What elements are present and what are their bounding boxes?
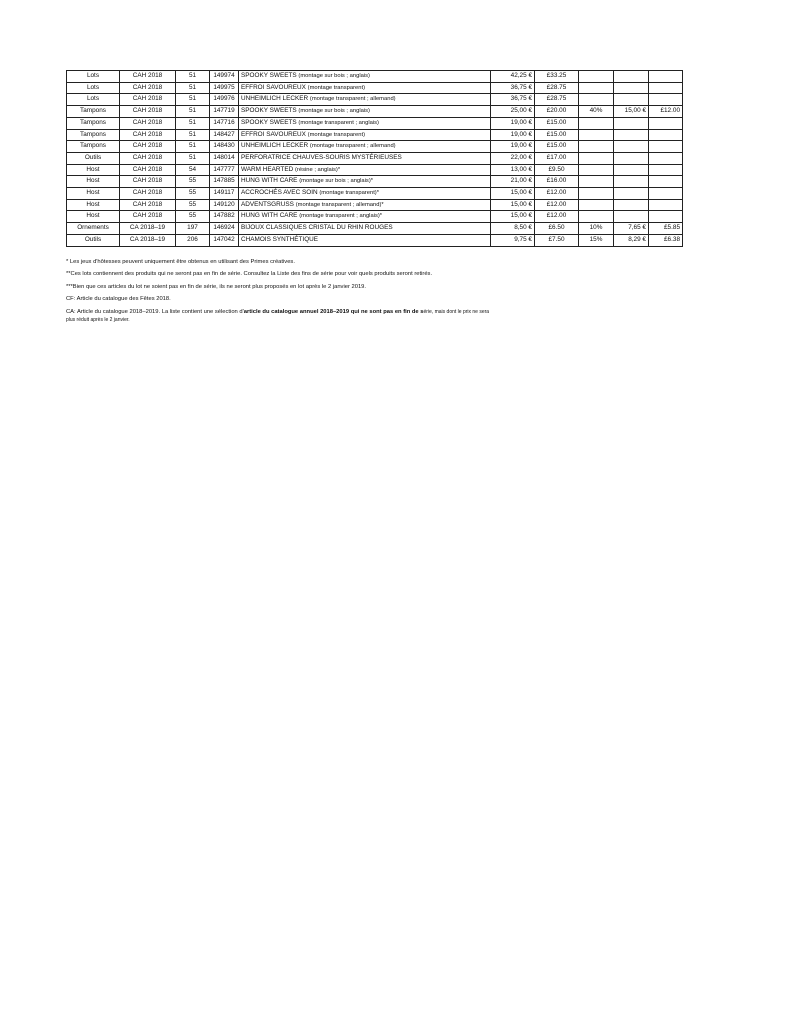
cell-new-price-gbp: £6.38	[649, 234, 683, 246]
cell-catalog: CAH 2018	[120, 164, 176, 176]
cell-new-price-eur	[614, 117, 649, 129]
cell-item-number: 147042	[210, 234, 239, 246]
cell-page: 51	[176, 94, 210, 106]
cell-product-name	[239, 211, 491, 223]
cell-new-price-gbp	[649, 176, 683, 188]
cell-price-eur: 19,00 €	[491, 129, 535, 141]
cell-new-price-gbp: £5.85	[649, 223, 683, 235]
cell-product-name	[239, 71, 491, 83]
cell-discount	[579, 176, 614, 188]
cell-item-number: 147882	[210, 211, 239, 223]
cell-price-gbp: £15.00	[535, 117, 579, 129]
cell-price-eur: 36,75 €	[491, 82, 535, 94]
cell-page: 51	[176, 117, 210, 129]
cell-discount	[579, 188, 614, 200]
cell-item-number: 147716	[210, 117, 239, 129]
cell-discount: 10%	[579, 223, 614, 235]
cell-product-name	[239, 82, 491, 94]
product-name: ADVENTSGRUSS	[241, 200, 294, 208]
table-row	[67, 199, 683, 211]
cell-new-price-eur	[614, 141, 649, 153]
cell-item-number: 149120	[210, 199, 239, 211]
cell-price-eur: 42,25 €	[491, 71, 535, 83]
cell-catalog: CAH 2018	[120, 152, 176, 164]
cell-product-name	[239, 188, 491, 200]
cell-item-number: 148014	[210, 152, 239, 164]
cell-catalog: CAH 2018	[120, 176, 176, 188]
product-detail: (montage transparent ; anglais)*	[299, 213, 383, 220]
product-detail: (montage transparent ; allemand)	[309, 143, 396, 150]
cell-category: Outils	[67, 152, 120, 164]
cell-category: Host	[67, 211, 120, 223]
footnote-ca-tail: érie, mais dont le prix ne sera	[423, 308, 490, 315]
cell-page: 51	[176, 152, 210, 164]
cell-category: Lots	[67, 94, 120, 106]
product-detail: (montage transparent)	[307, 84, 366, 91]
cell-product-name	[239, 223, 491, 235]
product-name: EFFROI SAVOUREUX	[241, 83, 306, 91]
cell-new-price-gbp	[649, 71, 683, 83]
cell-catalog: CAH 2018	[120, 71, 176, 83]
cell-category: Ornements	[67, 223, 120, 235]
cell-price-gbp: £9.50	[535, 164, 579, 176]
cell-discount: 15%	[579, 234, 614, 246]
cell-new-price-eur	[614, 188, 649, 200]
cell-catalog: CAH 2018	[120, 106, 176, 118]
table-row	[67, 176, 683, 188]
cell-new-price-eur	[614, 211, 649, 223]
cell-price-gbp: £6.50	[535, 223, 579, 235]
products-table	[66, 70, 683, 247]
footnote-1: * Les jeux d'hôtesses peuvent uniquement être obtenus en utilisant des Primes créatives.	[66, 259, 295, 265]
product-detail: (montage sur bois ; anglais)	[298, 108, 370, 115]
table-row	[67, 141, 683, 153]
cell-category: Host	[67, 176, 120, 188]
cell-product-name	[239, 176, 491, 188]
cell-new-price-gbp	[649, 94, 683, 106]
cell-category: Lots	[67, 71, 120, 83]
footnote-ca-line2: plus réduit après le 2 janvier.	[66, 316, 130, 323]
cell-new-price-eur: 7,65 €	[614, 223, 649, 235]
footnote-ca-emphasis: article du catalogue annuel 2018–2019 qui ne sont pas en fin de s	[243, 308, 424, 315]
table-row	[67, 164, 683, 176]
cell-price-eur: 25,00 €	[491, 106, 535, 118]
cell-catalog: CAH 2018	[120, 199, 176, 211]
product-name: PERFORATRICE CHAUVES-SOURIS MYSTÉRIEUSES	[241, 153, 402, 161]
cell-discount	[579, 211, 614, 223]
footnote-ca	[66, 308, 536, 324]
product-detail: (montage transparent ; anglais)	[298, 119, 379, 126]
cell-category: Tampons	[67, 106, 120, 118]
cell-discount	[579, 129, 614, 141]
cell-category: Outils	[67, 234, 120, 246]
cell-price-eur: 8,50 €	[491, 223, 535, 235]
cell-product-name	[239, 234, 491, 246]
table-row	[67, 223, 683, 235]
product-name: UNHEIMLICH LECKER	[241, 142, 309, 150]
table-row	[67, 188, 683, 200]
footnote-ca-text: CA: Article du catalogue 2018–2019. La liste contient une sélection d'	[66, 308, 244, 315]
cell-product-name	[239, 199, 491, 211]
cell-product-name	[239, 94, 491, 106]
cell-page: 55	[176, 176, 210, 188]
cell-item-number: 146924	[210, 223, 239, 235]
cell-price-gbp: £28.75	[535, 94, 579, 106]
cell-category: Tampons	[67, 129, 120, 141]
cell-price-gbp: £15.00	[535, 129, 579, 141]
cell-item-number: 149976	[210, 94, 239, 106]
cell-new-price-gbp	[649, 211, 683, 223]
cell-item-number: 147719	[210, 106, 239, 118]
cell-new-price-gbp	[649, 82, 683, 94]
cell-discount	[579, 94, 614, 106]
cell-product-name	[239, 117, 491, 129]
cell-page: 51	[176, 129, 210, 141]
cell-product-name	[239, 164, 491, 176]
cell-item-number: 149975	[210, 82, 239, 94]
cell-new-price-eur	[614, 94, 649, 106]
cell-price-gbp: £16.00	[535, 176, 579, 188]
cell-discount	[579, 117, 614, 129]
cell-product-name	[239, 152, 491, 164]
cell-page: 55	[176, 199, 210, 211]
cell-category: Host	[67, 164, 120, 176]
cell-price-gbp: £12.00	[535, 211, 579, 223]
cell-catalog: CAH 2018	[120, 129, 176, 141]
cell-price-gbp: £12.00	[535, 188, 579, 200]
cell-product-name	[239, 129, 491, 141]
cell-price-eur: 36,75 €	[491, 94, 535, 106]
cell-price-eur: 15,00 €	[491, 188, 535, 200]
product-name: SPOOKY SWEETS	[241, 72, 297, 79]
cell-new-price-eur	[614, 199, 649, 211]
cell-new-price-gbp	[649, 141, 683, 153]
product-detail: (montage sur bois ; anglais)*	[299, 178, 374, 185]
cell-category: Tampons	[67, 141, 120, 153]
cell-price-eur: 21,00 €	[491, 176, 535, 188]
cell-page: 55	[176, 188, 210, 200]
product-name: HUNG WITH CARE	[241, 177, 298, 185]
cell-product-name	[239, 106, 491, 118]
cell-catalog: CAH 2018	[120, 82, 176, 94]
footnote-2: **Ces lots contiennent des produits qui ne seront pas en fin de série. Consultez la Liste des fins de série pour voir quels produits seront retirés.	[66, 271, 433, 278]
cell-new-price-gbp	[649, 117, 683, 129]
cell-price-gbp: £28.75	[535, 82, 579, 94]
cell-discount	[579, 82, 614, 94]
table-row	[67, 71, 683, 83]
cell-price-eur: 15,00 €	[491, 211, 535, 223]
cell-category: Host	[67, 188, 120, 200]
product-detail: (montage sur bois ; anglais)	[298, 73, 370, 79]
product-detail: (montage transparent ; allemand)	[309, 96, 396, 103]
cell-price-eur: 13,00 €	[491, 164, 535, 176]
cell-page: 197	[176, 223, 210, 235]
product-detail: (montage transparent)	[307, 131, 366, 138]
cell-price-eur: 19,00 €	[491, 141, 535, 153]
product-name: SPOOKY SWEETS	[241, 118, 297, 126]
cell-new-price-eur	[614, 129, 649, 141]
product-name: BIJOUX CLASSIQUES CRISTAL DU RHIN ROUGES	[241, 224, 393, 232]
cell-new-price-eur: 15,00 €	[614, 106, 649, 118]
cell-category: Host	[67, 199, 120, 211]
product-name: UNHEIMLICH LECKER	[241, 95, 309, 103]
cell-page: 206	[176, 234, 210, 246]
cell-new-price-gbp	[649, 152, 683, 164]
cell-catalog: CAH 2018	[120, 141, 176, 153]
cell-catalog: CAH 2018	[120, 188, 176, 200]
cell-price-eur: 22,00 €	[491, 152, 535, 164]
product-detail: (résine ; anglais)*	[294, 166, 341, 173]
product-name: CHAMOIS SYNTHÉTIQUE	[241, 235, 319, 243]
table-row	[67, 234, 683, 246]
cell-price-gbp: £7.50	[535, 234, 579, 246]
cell-price-gbp: £33.25	[535, 71, 579, 83]
product-name: EFFROI SAVOUREUX	[241, 130, 306, 138]
product-name: WARM HEARTED	[241, 165, 294, 173]
cell-item-number: 149974	[210, 71, 239, 83]
cell-catalog: CA 2018–19	[120, 223, 176, 235]
product-detail: (montage transparent ; allemand)*	[295, 201, 384, 208]
cell-price-eur: 15,00 €	[491, 199, 535, 211]
cell-item-number: 147885	[210, 176, 239, 188]
table-row	[67, 129, 683, 141]
table-row	[67, 152, 683, 164]
cell-discount	[579, 152, 614, 164]
table-row	[67, 211, 683, 223]
cell-new-price-gbp	[649, 188, 683, 200]
cell-page: 51	[176, 141, 210, 153]
cell-discount	[579, 71, 614, 83]
cell-discount	[579, 199, 614, 211]
cell-new-price-eur	[614, 176, 649, 188]
cell-item-number: 148430	[210, 141, 239, 153]
cell-new-price-gbp	[649, 199, 683, 211]
cell-page: 54	[176, 164, 210, 176]
cell-discount	[579, 164, 614, 176]
cell-catalog: CA 2018–19	[120, 234, 176, 246]
cell-page: 51	[176, 71, 210, 83]
cell-new-price-eur	[614, 152, 649, 164]
table-row	[67, 117, 683, 129]
cell-item-number: 148427	[210, 129, 239, 141]
cell-new-price-eur	[614, 82, 649, 94]
product-name: HUNG WITH CARE	[241, 212, 298, 220]
cell-discount: 40%	[579, 106, 614, 118]
table-row	[67, 106, 683, 118]
product-name: SPOOKY SWEETS	[241, 107, 297, 115]
footnotes	[66, 258, 536, 328]
cell-discount	[579, 141, 614, 153]
cell-price-gbp: £17.00	[535, 152, 579, 164]
cell-catalog: CAH 2018	[120, 211, 176, 223]
cell-new-price-eur: 8,29 €	[614, 234, 649, 246]
cell-price-eur: 19,00 €	[491, 117, 535, 129]
footnote-cf: CF: Article du catalogue des Fêtes 2018.	[66, 296, 171, 303]
cell-category: Lots	[67, 82, 120, 94]
cell-item-number: 147777	[210, 164, 239, 176]
table-row	[67, 94, 683, 106]
cell-price-gbp: £20.00	[535, 106, 579, 118]
cell-price-eur: 9,75 €	[491, 234, 535, 246]
cell-price-gbp: £15.00	[535, 141, 579, 153]
table-row	[67, 82, 683, 94]
cell-new-price-gbp: £12.00	[649, 106, 683, 118]
cell-page: 51	[176, 82, 210, 94]
product-name: ACCROCHÉS AVEC SOIN	[241, 189, 318, 197]
cell-new-price-eur	[614, 71, 649, 83]
footnote-3: ***Bien que ces articles du lot ne soient pas en fin de série, ils ne seront plus proposés en lot après le 2 janvier 2019.	[66, 283, 367, 290]
cell-price-gbp: £12.00	[535, 199, 579, 211]
cell-catalog: CAH 2018	[120, 94, 176, 106]
product-detail: (montage transparent)*	[319, 190, 379, 197]
cell-product-name	[239, 141, 491, 153]
cell-item-number: 149117	[210, 188, 239, 200]
cell-new-price-gbp	[649, 164, 683, 176]
cell-catalog: CAH 2018	[120, 117, 176, 129]
cell-page: 51	[176, 106, 210, 118]
cell-new-price-gbp	[649, 129, 683, 141]
cell-category: Tampons	[67, 117, 120, 129]
cell-page: 55	[176, 211, 210, 223]
cell-new-price-eur	[614, 164, 649, 176]
